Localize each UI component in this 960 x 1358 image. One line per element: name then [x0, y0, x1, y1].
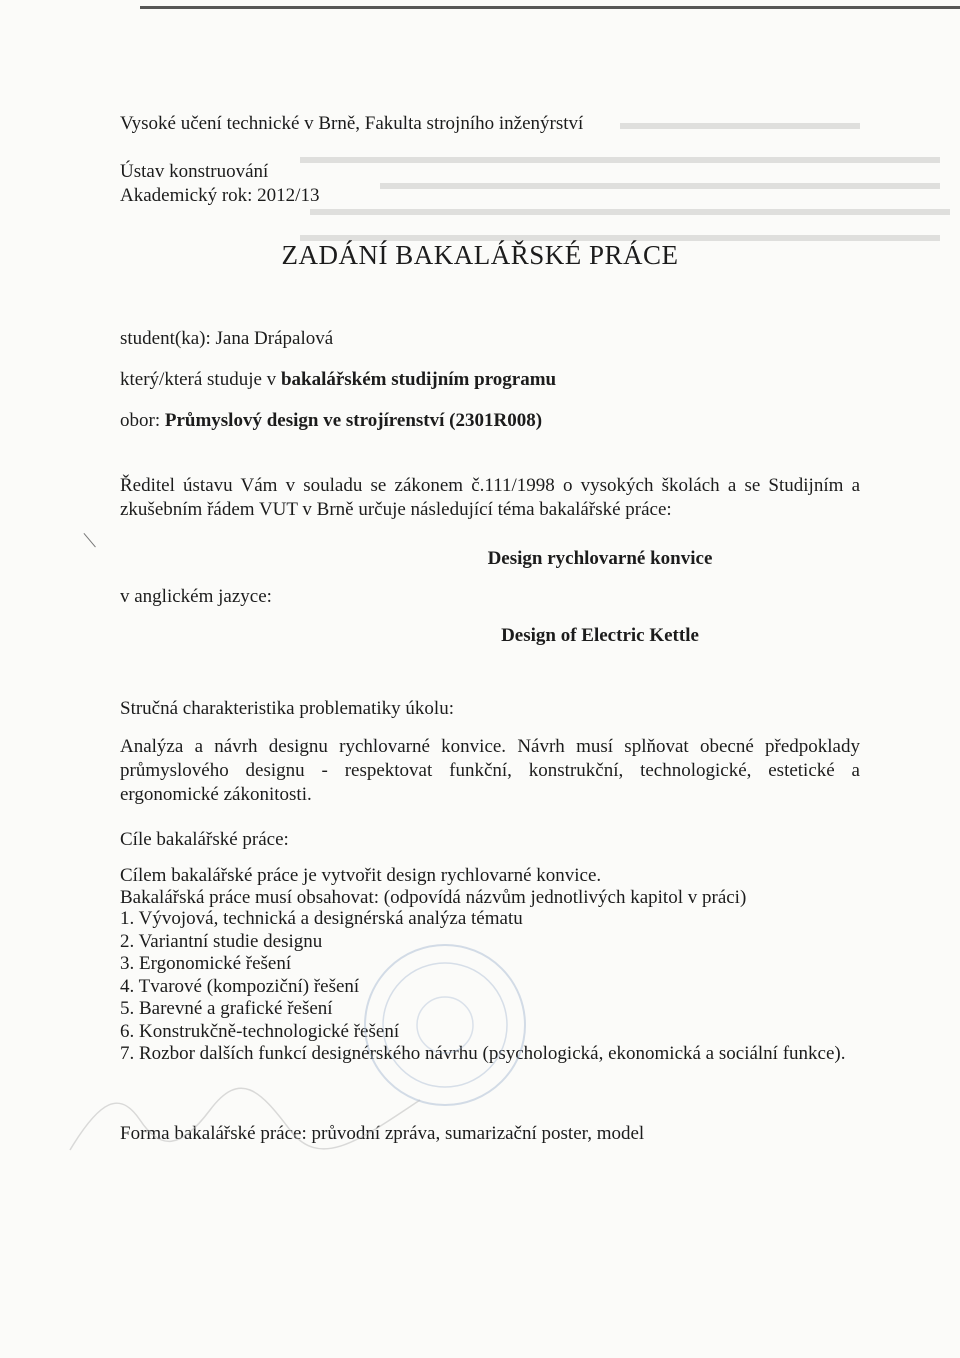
bleed-through: ▬▬▬▬▬▬▬▬▬▬▬▬▬▬▬▬▬▬▬▬▬▬▬▬▬▬▬▬▬▬▬▬	[300, 146, 940, 168]
field-line	[120, 409, 542, 433]
top-edge-line	[140, 6, 960, 9]
program-line	[120, 368, 556, 392]
list-item: 1. Vývojová, technická a designérská analýza tématu	[120, 908, 523, 929]
document-title: ZADÁNÍ BAKALÁŘSKÉ PRÁCE	[281, 240, 679, 270]
field-code: (2301R008)	[449, 410, 543, 431]
english-label: v anglickém jazyce:	[120, 586, 272, 607]
list-item: 6. Konstrukčně-technologické řešení	[120, 1020, 400, 1042]
directive-paragraph: Ředitel ústavu Vám v souladu se zákonem č.111/1998 o vysokých školách a se Studijním a zkušebním řádem VUT v Brně určuje následující téma bakalářské práce:	[120, 475, 860, 520]
list-item: 3. Ergonomické řešení	[120, 953, 292, 974]
pencil-mark	[84, 527, 104, 548]
academic-year-line: Akademický rok: 2012/13	[120, 185, 320, 206]
program-name: bakalářském studijním programu	[280, 369, 557, 390]
list-item: 2. Variantní studie designu	[120, 930, 323, 952]
list-item: 4. Tvarové (kompoziční) řešení	[120, 975, 360, 997]
field-name: Průmyslový design ve strojírenství	[164, 410, 445, 431]
bleed-through: ▬▬▬▬▬▬▬▬▬▬▬▬▬▬▬▬▬▬▬▬▬▬▬▬▬▬▬▬▬▬▬▬	[300, 224, 940, 246]
program-prefix: který/která studuje v	[120, 369, 281, 390]
characteristics-text: Analýza a návrh designu rychlovarné konvice. Návrh musí splňovat obecné předpoklady průmyslového designu - respektovat funkční, konstrukční, technologické, estetické a ergonomické zákonitosti.	[120, 736, 860, 805]
student-prefix: student(ka):	[120, 328, 216, 349]
bleed-through: ▬▬▬▬▬▬▬▬▬▬▬▬▬▬▬▬▬▬▬▬▬▬▬▬▬▬▬▬▬▬▬▬	[310, 198, 950, 220]
goals-line-2: Bakalářská práce musí obsahovat: (odpovídá názvům jednotlivých kapitol v práci)	[120, 887, 747, 908]
form-line: Forma bakalářské práce: průvodní zpráva, sumarizační poster, model	[120, 1123, 645, 1144]
university-line: Vysoké učení technické v Brně, Fakulta strojního inženýrství	[120, 113, 584, 134]
list-item: 5. Barevné a grafické řešení	[120, 998, 333, 1019]
topic-czech: Design rychlovarné konvice	[487, 548, 713, 569]
bleed-through: ▬▬▬▬▬▬▬▬▬▬▬▬▬▬▬▬▬▬▬▬▬▬▬▬▬▬▬▬	[380, 172, 940, 194]
list-item: 7. Rozbor dalších funkcí designérského návrhu (psychologická, ekonomická a sociální funkce).	[120, 1043, 846, 1064]
student-name: Jana Drápalová	[215, 328, 334, 349]
bleed-through: ▬▬▬▬▬▬▬▬▬▬▬▬	[620, 112, 860, 134]
topic-english: Design of Electric Kettle	[501, 625, 699, 646]
institute-line: Ústav konstruování	[120, 161, 269, 182]
signature	[60, 1080, 440, 1160]
field-prefix: obor:	[120, 410, 165, 431]
goals-heading: Cíle bakalářské práce:	[120, 829, 289, 850]
student-line	[120, 327, 333, 351]
characteristics-heading: Stručná charakteristika problematiky úkolu:	[120, 698, 454, 719]
goals-line-1: Cílem bakalářské práce je vytvořit design rychlovarné konvice.	[120, 865, 602, 886]
